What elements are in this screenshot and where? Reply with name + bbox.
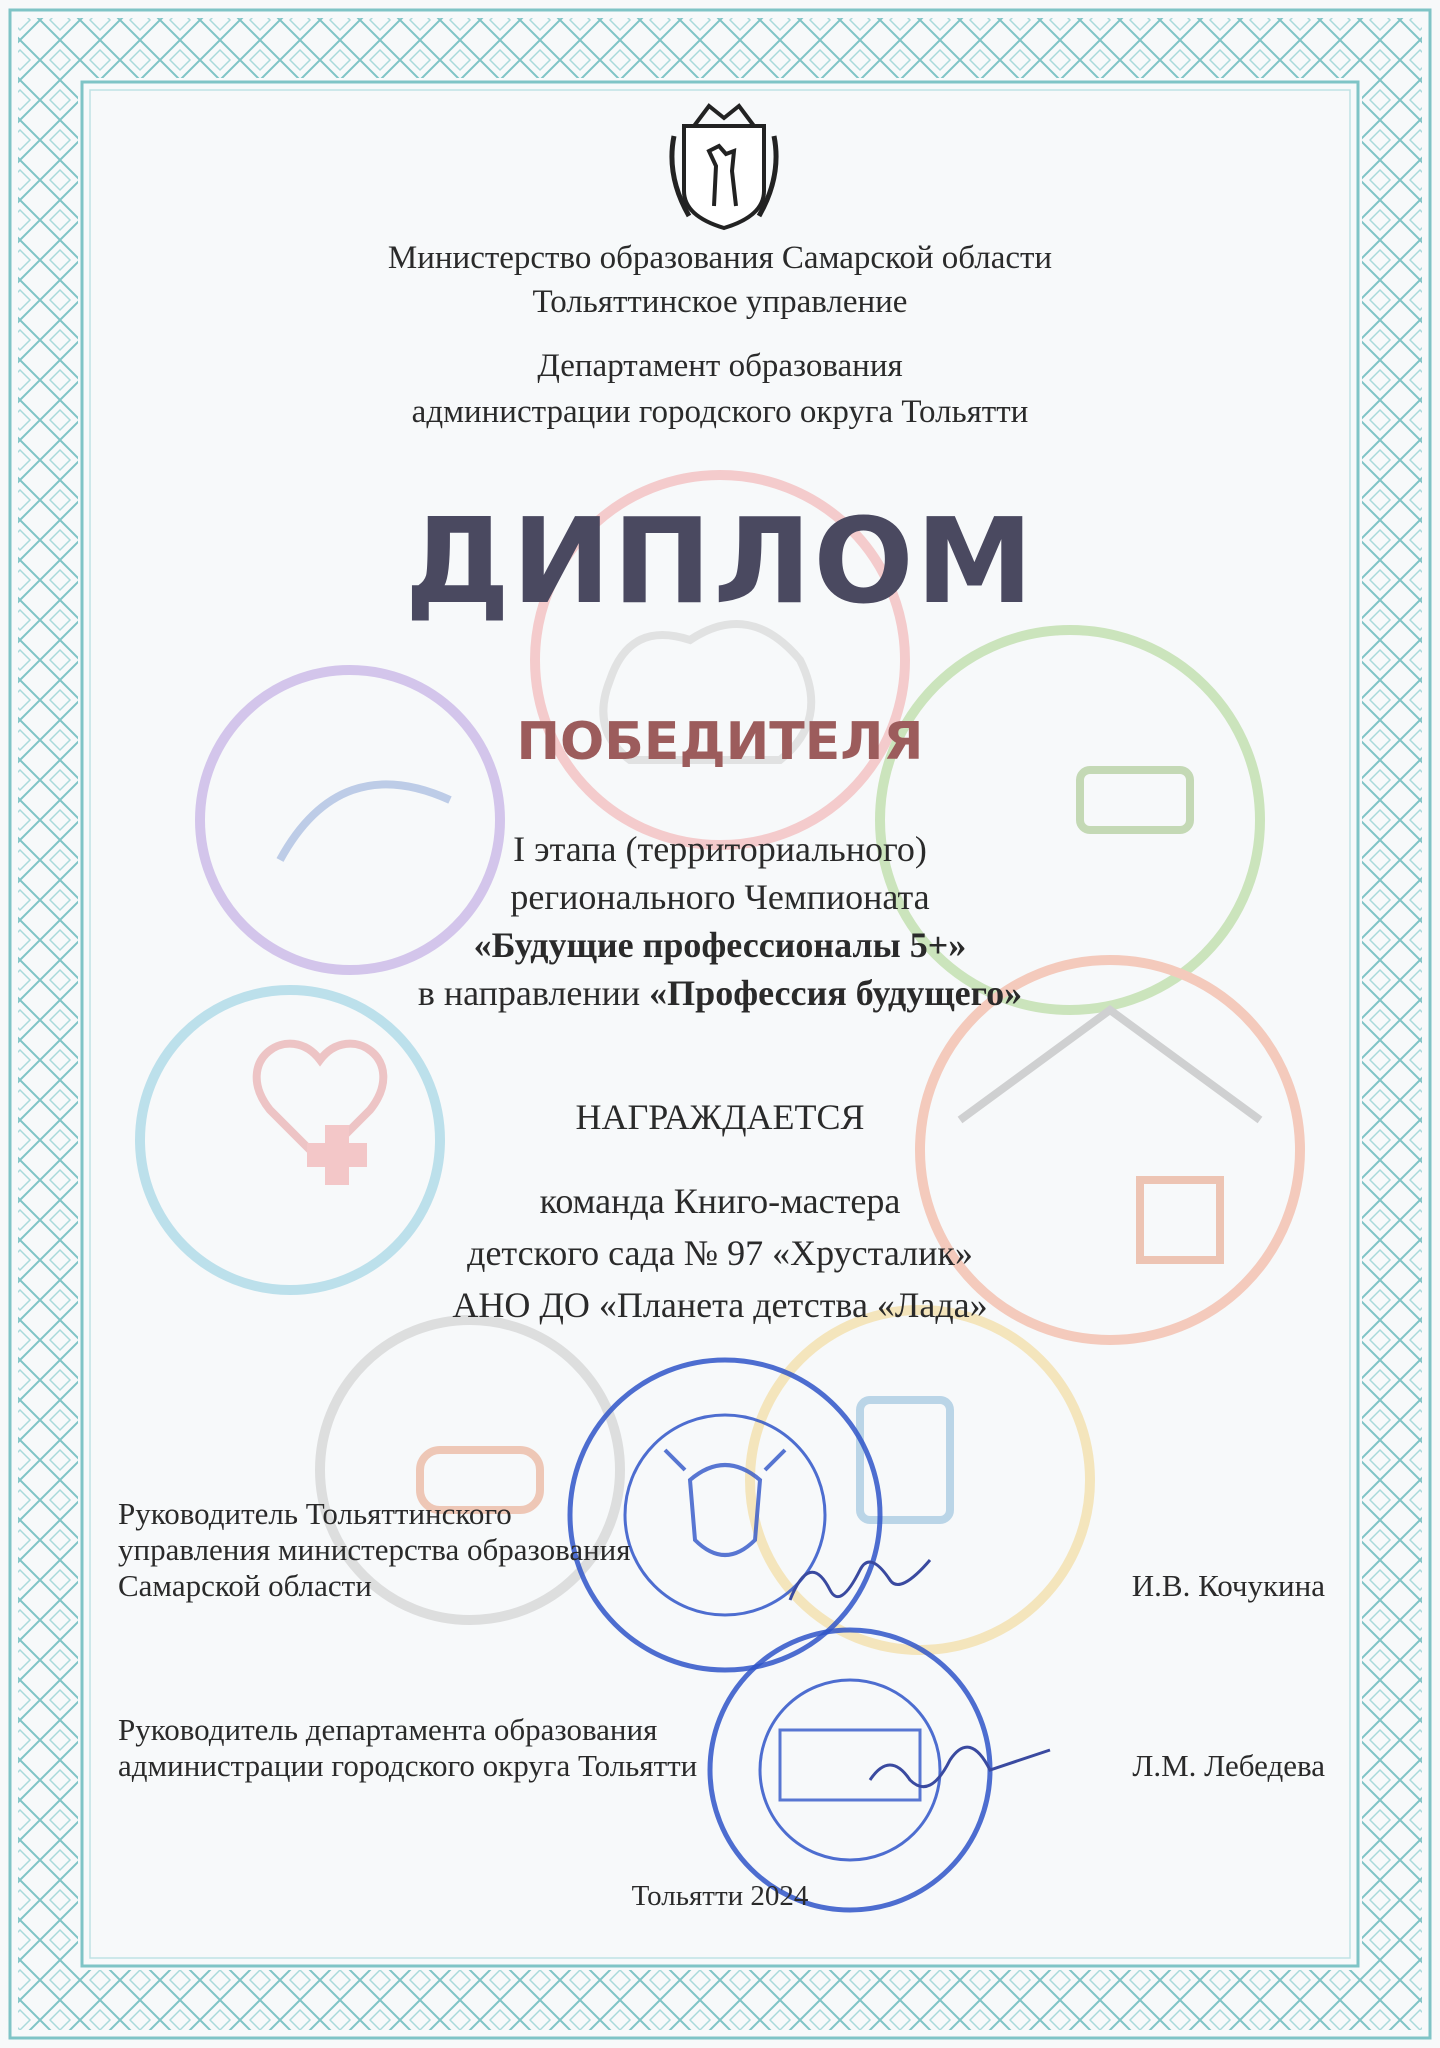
signatory-1-role-line-3: Самарской области: [118, 1568, 372, 1603]
championship-name: «Будущие профессионалы 5+»: [473, 925, 967, 965]
diploma-title: ДИПЛОМ: [404, 492, 1036, 630]
header-line-2: Тольяттинское управление: [532, 284, 908, 320]
signatory-2-role: [118, 1712, 697, 1784]
header-line-3: Департамент образования: [537, 348, 903, 384]
header-line-1: Министерство образования Самарской области: [387, 240, 1053, 276]
recipient-line-3: АНО ДО «Планета детства «Лада»: [452, 1285, 988, 1325]
description-line-1: I этапа (территориального): [513, 829, 927, 869]
signatory-2-name: Л.М. Лебедева: [1132, 1748, 1325, 1783]
signatory-1-role-line-2: управления министерства образования: [118, 1532, 631, 1567]
award-label: НАГРАЖДАЕТСЯ: [575, 1097, 865, 1137]
direction-name: «Профессия будущего»: [649, 973, 1023, 1013]
signatory-1-name: И.В. Кочукина: [1131, 1568, 1325, 1603]
signatory-2-role-line-2: администрации городского округа Тольятти: [118, 1748, 698, 1783]
signatory-1-role-line-1: Руководитель Тольяттинского: [118, 1496, 512, 1531]
signatory-2-role-line-1: Руководитель департамента образования: [118, 1712, 658, 1747]
signature-1: [780, 1540, 940, 1620]
recipient-line-2: детского сада № 97 «Хрусталик»: [467, 1233, 973, 1273]
diploma-subtitle: ПОБЕДИТЕЛЯ: [516, 712, 924, 772]
recipient-line-1: команда Книго-мастера: [539, 1181, 901, 1221]
description-line-2: регионального Чемпионата: [510, 877, 930, 917]
direction-prefix: в направлении: [417, 973, 650, 1013]
coat-of-arms-emblem: [664, 96, 784, 236]
signatory-1-role: [118, 1496, 631, 1604]
description-line-4: [0, 970, 1440, 1016]
footer-city-year: Тольятти 2024: [631, 1880, 809, 1912]
header-line-4: администрации городского округа Тольятти: [411, 394, 1029, 430]
signature-2: [860, 1730, 1060, 1800]
